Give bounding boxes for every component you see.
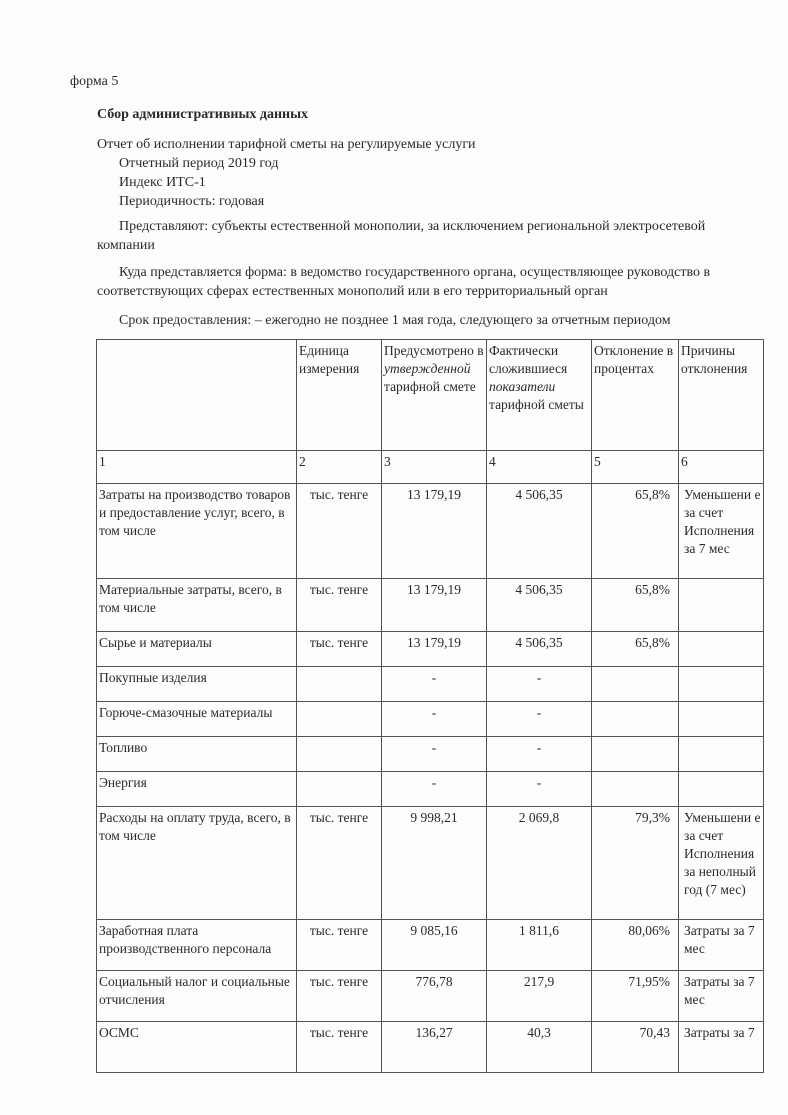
header-actual-text-b: показатели (489, 379, 556, 394)
index-cell: 2 (297, 451, 382, 484)
table-row (97, 807, 764, 920)
header-col-unit: Единица измерения (297, 340, 382, 451)
cell-planned: 13 179,19 (382, 579, 487, 632)
cell-unit: тыс. тенге (297, 632, 382, 667)
index-cell: 5 (592, 451, 679, 484)
cell-item-name: Заработная плата производственного персонала (97, 920, 297, 971)
cell-reason: Затраты за 7 мес (679, 971, 764, 1022)
cell-planned: - (382, 737, 487, 772)
cell-unit: тыс. тенге (297, 971, 382, 1022)
cell-planned: 13 179,19 (382, 632, 487, 667)
cell-item-name: Покупные изделия (97, 667, 297, 702)
cell-deviation: 79,3% (592, 807, 679, 920)
cell-item-name: Материальные затраты, всего, в том числе (97, 579, 297, 632)
cell-deviation: 71,95% (592, 971, 679, 1022)
cell-deviation (592, 772, 679, 807)
destination-paragraph (97, 263, 747, 301)
cell-deviation (592, 667, 679, 702)
cell-actual: 2 069,8 (487, 807, 592, 920)
cell-item-name: Сырье и материалы (97, 632, 297, 667)
cell-unit (297, 702, 382, 737)
cell-actual: 4 506,35 (487, 579, 592, 632)
submitters-paragraph (97, 217, 747, 255)
table-header-row (97, 340, 764, 451)
form-number: форма 5 (70, 74, 119, 89)
cell-deviation: 65,8% (592, 484, 679, 579)
cell-item-name: Энергия (97, 772, 297, 807)
cell-actual: 217,9 (487, 971, 592, 1022)
cell-deviation: 80,06% (592, 920, 679, 971)
cell-unit (297, 667, 382, 702)
header-col-reason: Причины отклонения (679, 340, 764, 451)
cell-actual: 40,3 (487, 1022, 592, 1073)
header-actual-text-c: тарифной сметы (489, 397, 584, 412)
cell-unit (297, 737, 382, 772)
header-planned-text-c: тарифной смете (384, 379, 476, 394)
table-row (97, 484, 764, 579)
cell-item-name: Горюче-смазочные материалы (97, 702, 297, 737)
cell-item-name: Топливо (97, 737, 297, 772)
cell-planned: 136,27 (382, 1022, 487, 1073)
cell-planned: - (382, 702, 487, 737)
cell-planned: 9 085,16 (382, 920, 487, 971)
header-col-item (97, 340, 297, 451)
submitters-text: Представляют: субъекты естественной монополии, за исключением региональной электросетевой компании (97, 219, 706, 253)
cell-reason: Затраты за 7 мес (679, 920, 764, 971)
cell-deviation (592, 737, 679, 772)
cell-unit: тыс. тенге (297, 920, 382, 971)
tariff-estimate-table (96, 339, 764, 1073)
table-row (97, 737, 764, 772)
report-periodicity: Периодичность: годовая (119, 194, 265, 209)
cell-item-name: Социальный налог и социальные отчисления (97, 971, 297, 1022)
document-title: Сбор административных данных (97, 107, 309, 122)
cell-actual: - (487, 772, 592, 807)
deadline-text: Срок предоставления: – ежегодно не позднее 1 мая года, следующего за отчетным периодом (119, 313, 671, 328)
cell-actual: 4 506,35 (487, 484, 592, 579)
report-period: Отчетный период 2019 год (119, 156, 279, 171)
index-cell: 6 (679, 451, 764, 484)
cell-item-name: Затраты на производство товаров и предоставление услуг, всего, в том числе (97, 484, 297, 579)
cell-planned: 13 179,19 (382, 484, 487, 579)
header-actual-text-a: Фактически сложившиеся (489, 343, 568, 376)
deadline-paragraph (97, 311, 747, 330)
cell-unit: тыс. тенге (297, 484, 382, 579)
cell-planned: 776,78 (382, 971, 487, 1022)
header-planned-text-b: утвержденной (384, 361, 471, 376)
cell-unit: тыс. тенге (297, 579, 382, 632)
report-info (97, 135, 476, 211)
cell-item-name: Расходы на оплату труда, всего, в том числе (97, 807, 297, 920)
header-planned-text-a: Предусмотрено в (384, 343, 484, 358)
table-index-row (97, 451, 764, 484)
cell-reason (679, 579, 764, 632)
cell-actual: - (487, 702, 592, 737)
table-row (97, 579, 764, 632)
cell-unit (297, 772, 382, 807)
cell-unit: тыс. тенге (297, 1022, 382, 1073)
cell-reason: Уменьшени е за счет Исполнения за неполный год (7 мес) (679, 807, 764, 920)
cell-deviation: 65,8% (592, 579, 679, 632)
table-row (97, 632, 764, 667)
cell-reason (679, 737, 764, 772)
cell-reason (679, 702, 764, 737)
cell-deviation (592, 702, 679, 737)
cell-actual: - (487, 667, 592, 702)
table-row (97, 702, 764, 737)
header-col-planned (382, 340, 487, 451)
destination-text: Куда представляется форма: в ведомство государственного органа, осуществляющее руководство в соответствующих сферах естественных монополий или в его территориальный орган (97, 265, 711, 299)
cell-reason: Затраты за 7 (679, 1022, 764, 1073)
table-row (97, 772, 764, 807)
table-row (97, 971, 764, 1022)
table-row (97, 1022, 764, 1073)
cell-actual: 4 506,35 (487, 632, 592, 667)
cell-planned: 9 998,21 (382, 807, 487, 920)
cell-actual: 1 811,6 (487, 920, 592, 971)
report-index: Индекс ИТС-1 (119, 175, 206, 190)
header-col-actual (487, 340, 592, 451)
index-cell: 3 (382, 451, 487, 484)
cell-actual: - (487, 737, 592, 772)
cell-planned: - (382, 772, 487, 807)
index-cell: 4 (487, 451, 592, 484)
report-name: Отчет об исполнении тарифной сметы на регулируемые услуги (97, 137, 476, 152)
cell-reason (679, 772, 764, 807)
index-cell: 1 (97, 451, 297, 484)
cell-reason (679, 632, 764, 667)
header-col-deviation: Отклонение в процентах (592, 340, 679, 451)
table-row (97, 667, 764, 702)
cell-unit: тыс. тенге (297, 807, 382, 920)
cell-item-name: ОСМС (97, 1022, 297, 1073)
cell-reason: Уменьшени е за счет Исполнения за 7 мес (679, 484, 764, 579)
cell-deviation: 70,43 (592, 1022, 679, 1073)
cell-planned: - (382, 667, 487, 702)
table-row (97, 920, 764, 971)
cell-deviation: 65,8% (592, 632, 679, 667)
cell-reason (679, 667, 764, 702)
